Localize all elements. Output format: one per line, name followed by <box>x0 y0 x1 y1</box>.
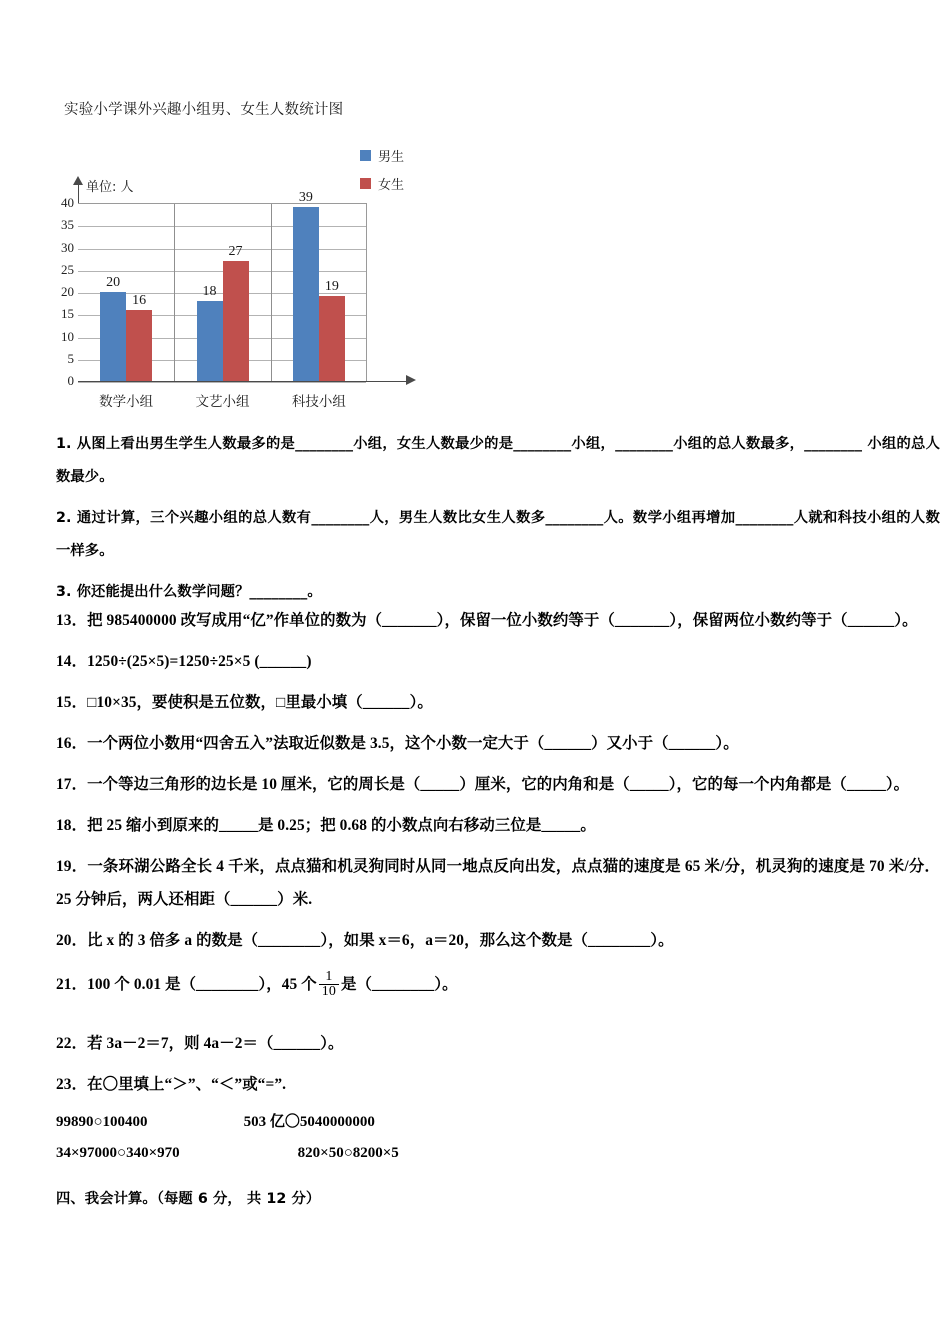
fraction-one-tenth <box>319 970 339 1000</box>
question-18: 18．把 25 缩小到原来的_____是 0.25；把 0.68 的小数点向右移动三位是_____。 <box>56 817 596 834</box>
question-19: 19．一条环湖公路全长 4 千米，点点猫和机灵狗同时从同一地点反向出发，点点猫的速度是 65 米/分，机灵狗的速度是 70 米/分．25 分钟后，两人还相距（______）米. <box>56 858 940 908</box>
question-21-text-before: 21．100 个 0.01 是（________），45 个 <box>56 976 317 993</box>
x-category-label: 数学小组 <box>99 394 154 410</box>
fraction-denominator: 10 <box>319 984 339 1000</box>
category-separator <box>174 204 175 381</box>
y-tick-labels <box>30 184 74 388</box>
section-heading-4: 四、我会计算。（每题 6 分， 共 12 分） <box>56 1191 321 1207</box>
legend-label-male: 男生 <box>378 150 405 165</box>
y-tick-label: 15 <box>61 306 74 322</box>
question-21-text-after: 是（________）。 <box>341 976 458 993</box>
question-list-top <box>56 428 940 617</box>
bar-female-1 <box>223 261 249 381</box>
category-separator <box>271 204 272 381</box>
legend-item-female <box>360 174 404 193</box>
fraction-numerator: 1 <box>325 968 333 984</box>
bar-female-0 <box>126 310 152 381</box>
bar-value-label: 19 <box>324 279 339 295</box>
question-13: 13．把 985400000 改写成用“亿”作单位的数为（_______），保留一位小数约等于（_______），保留两位小数约等于（______）。 <box>56 612 918 629</box>
comparison-1-left: 99890○100400 <box>56 1114 148 1130</box>
y-tick-label: 0 <box>67 373 74 388</box>
grid-line-horizontal <box>78 382 366 383</box>
comparison-1-right: 503 亿〇5040000000 <box>243 1114 375 1130</box>
legend-swatch-female <box>360 178 371 189</box>
legend-item-male <box>360 146 404 165</box>
x-category-label: 科技小组 <box>291 394 346 410</box>
legend-label-female: 女生 <box>378 178 405 193</box>
y-tick-label: 35 <box>61 217 74 233</box>
grid-line-horizontal <box>78 249 366 250</box>
comparison-row-1 <box>56 1107 940 1138</box>
bar-value-label: 18 <box>202 283 217 299</box>
legend-swatch-male <box>360 150 371 161</box>
question-1: 1. 从图上看出男生学生人数最多的是________小组，女生人数最少的是________小组，________小组的总人数最多，________ 小组的总人数最少。 <box>56 436 940 485</box>
chart-legend <box>360 146 404 202</box>
y-tick-label: 5 <box>67 350 74 366</box>
y-tick-label: 40 <box>61 195 74 210</box>
chart-unit-label: 单位: 人 <box>86 180 134 195</box>
comparison-2-left: 34×97000○340×970 <box>56 1145 180 1161</box>
bar-male-2 <box>293 207 319 381</box>
bar-male-1 <box>197 301 223 381</box>
y-tick-label: 10 <box>61 328 74 344</box>
y-tick-label: 30 <box>61 239 74 255</box>
bar-value-label: 20 <box>106 275 121 290</box>
question-15: 15．□10×35，要使积是五位数，□里最小填（______）。 <box>56 694 433 711</box>
comparison-row-2 <box>56 1138 940 1169</box>
bar-female-2 <box>319 296 345 381</box>
x-category-label: 文艺小组 <box>195 394 250 410</box>
bar-male-0 <box>100 292 126 381</box>
question-list-fill-blank <box>56 604 940 1224</box>
question-17: 17．一个等边三角形的边长是 10 厘米，它的周长是（_____）厘米，它的内角和是（_____），它的每一个内角都是（_____）。 <box>56 776 910 793</box>
question-3: 3. 你还能提出什么数学问题？________。 <box>56 584 322 600</box>
question-16: 16．一个两位小数用“四舍五入”法取近似数是 3.5，这个小数一定大于（______）又小于（______）。 <box>56 735 739 752</box>
chart-title: 实验小学课外兴趣小组男、女生人数统计图 <box>64 102 344 118</box>
x-axis-arrow <box>406 375 416 385</box>
bar-chart <box>30 140 450 420</box>
bar-value-label: 27 <box>228 243 243 259</box>
question-23: 23．在〇里填上“＞”、“＜”或“=”. <box>56 1076 287 1093</box>
comparison-2-right: 820×50○8200×5 <box>297 1145 399 1161</box>
bar-value-label: 39 <box>298 190 313 206</box>
grid-line-horizontal <box>78 226 366 227</box>
question-14: 14．1250÷(25×5)=1250÷25×5 (______) <box>56 653 312 670</box>
plot-area <box>78 190 367 381</box>
question-2: 2. 通过计算，三个兴趣小组的总人数有________人，男生人数比女生人数多________人。数学小组再增加________人就和科技小组的人数一样多。 <box>56 510 940 559</box>
y-tick-label: 20 <box>61 284 74 299</box>
bar-value-label: 16 <box>132 292 147 308</box>
y-tick-label: 25 <box>61 261 74 277</box>
question-20: 20．比 x 的 3 倍多 a 的数是（________），如果 x＝6，a＝20，那么这个数是（________）。 <box>56 932 674 949</box>
question-21 <box>56 965 940 1005</box>
question-22: 22．若 3a－2＝7，则 4a－2＝（______）。 <box>56 1035 344 1052</box>
